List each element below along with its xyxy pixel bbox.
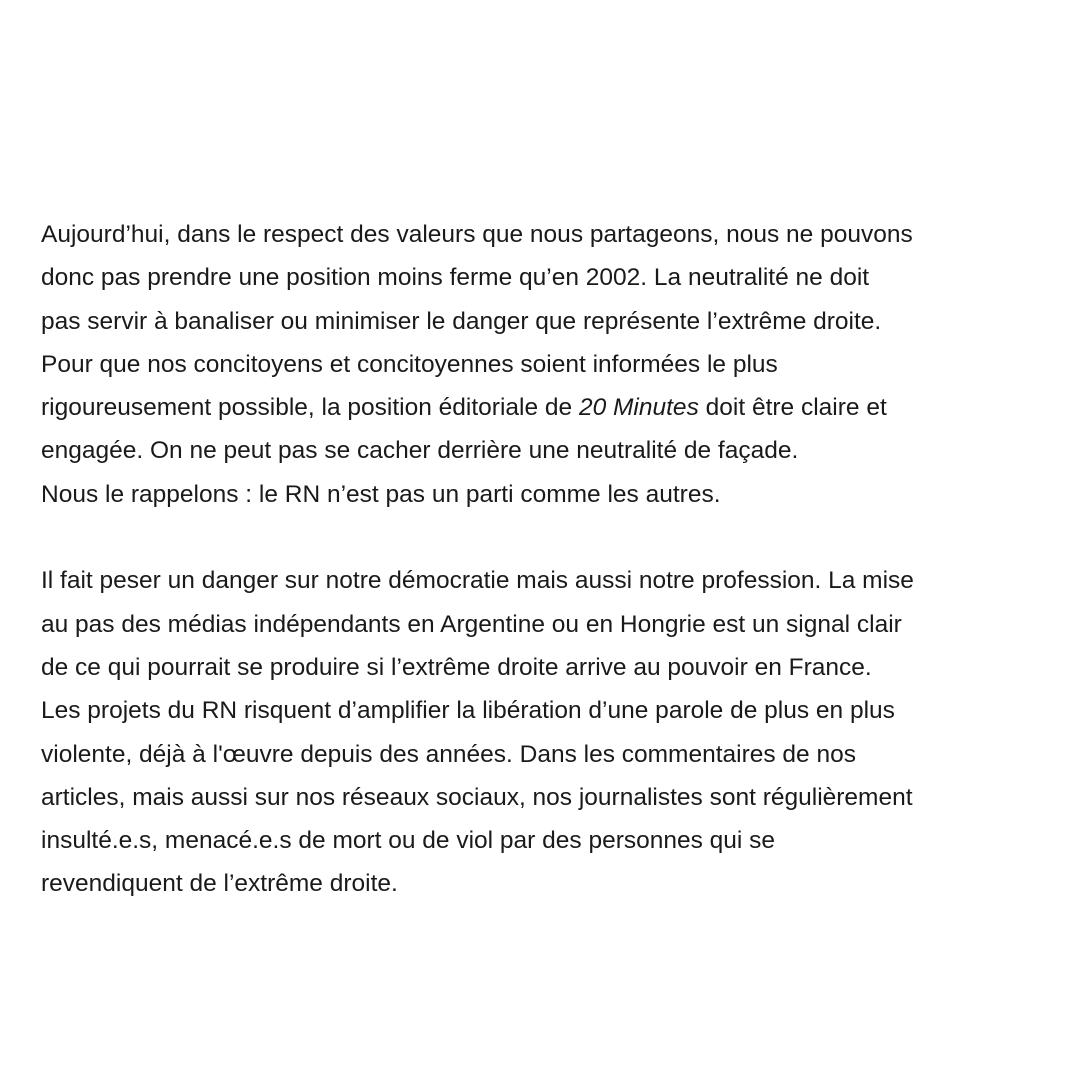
text-line: pas servir à banaliser ou minimiser le danger que représente l’extrême droite. [41, 307, 882, 335]
text-line: Les projets du RN risquent d’amplifier la libération d’une parole de plus en plus [41, 697, 895, 725]
text-line: de ce qui pourrait se produire si l’extrême droite arrive au pouvoir en France. [41, 653, 872, 681]
text-line: donc pas prendre une position moins ferme qu’en 2002. La neutralité ne doit [41, 264, 870, 292]
paragraph-1 [41, 213, 1051, 516]
text-line: insulté.e.s, menacé.e.s de mort ou de viol par des personnes qui se [41, 827, 776, 855]
text-line: au pas des médias indépendants en Argentine ou en Hongrie est un signal clair [41, 610, 902, 638]
text-line: Aujourd’hui, dans le respect des valeurs que nous partageons, nous ne pouvons [41, 221, 913, 248]
text-line: Nous le rappelons : le RN n’est pas un parti comme les autres. [41, 480, 721, 508]
text-line: revendiquent de l’extrême droite. [41, 870, 398, 898]
text-line [41, 386, 1051, 429]
text-segment: doit être claire et [698, 394, 887, 422]
text-line: Il fait peser un danger sur notre démocratie mais aussi notre profession. La mise [41, 567, 914, 595]
publication-name: 20 Minutes [578, 394, 699, 422]
text-line: Pour que nos concitoyens et concitoyennes soient informées le plus [41, 350, 778, 378]
paragraph-spacer [41, 516, 1051, 559]
text-line: engagée. On ne peut pas se cacher derrière une neutralité de façade. [41, 437, 799, 465]
text-segment: rigoureusement possible, la position éditoriale de [41, 394, 579, 422]
text-line: violente, déjà à l'œuvre depuis des années. Dans les commentaires de nos [41, 740, 856, 768]
article-text [41, 213, 1051, 906]
text-line: articles, mais aussi sur nos réseaux sociaux, nos journalistes sont régulièrement [41, 783, 913, 811]
paragraph-2 [41, 559, 1051, 905]
